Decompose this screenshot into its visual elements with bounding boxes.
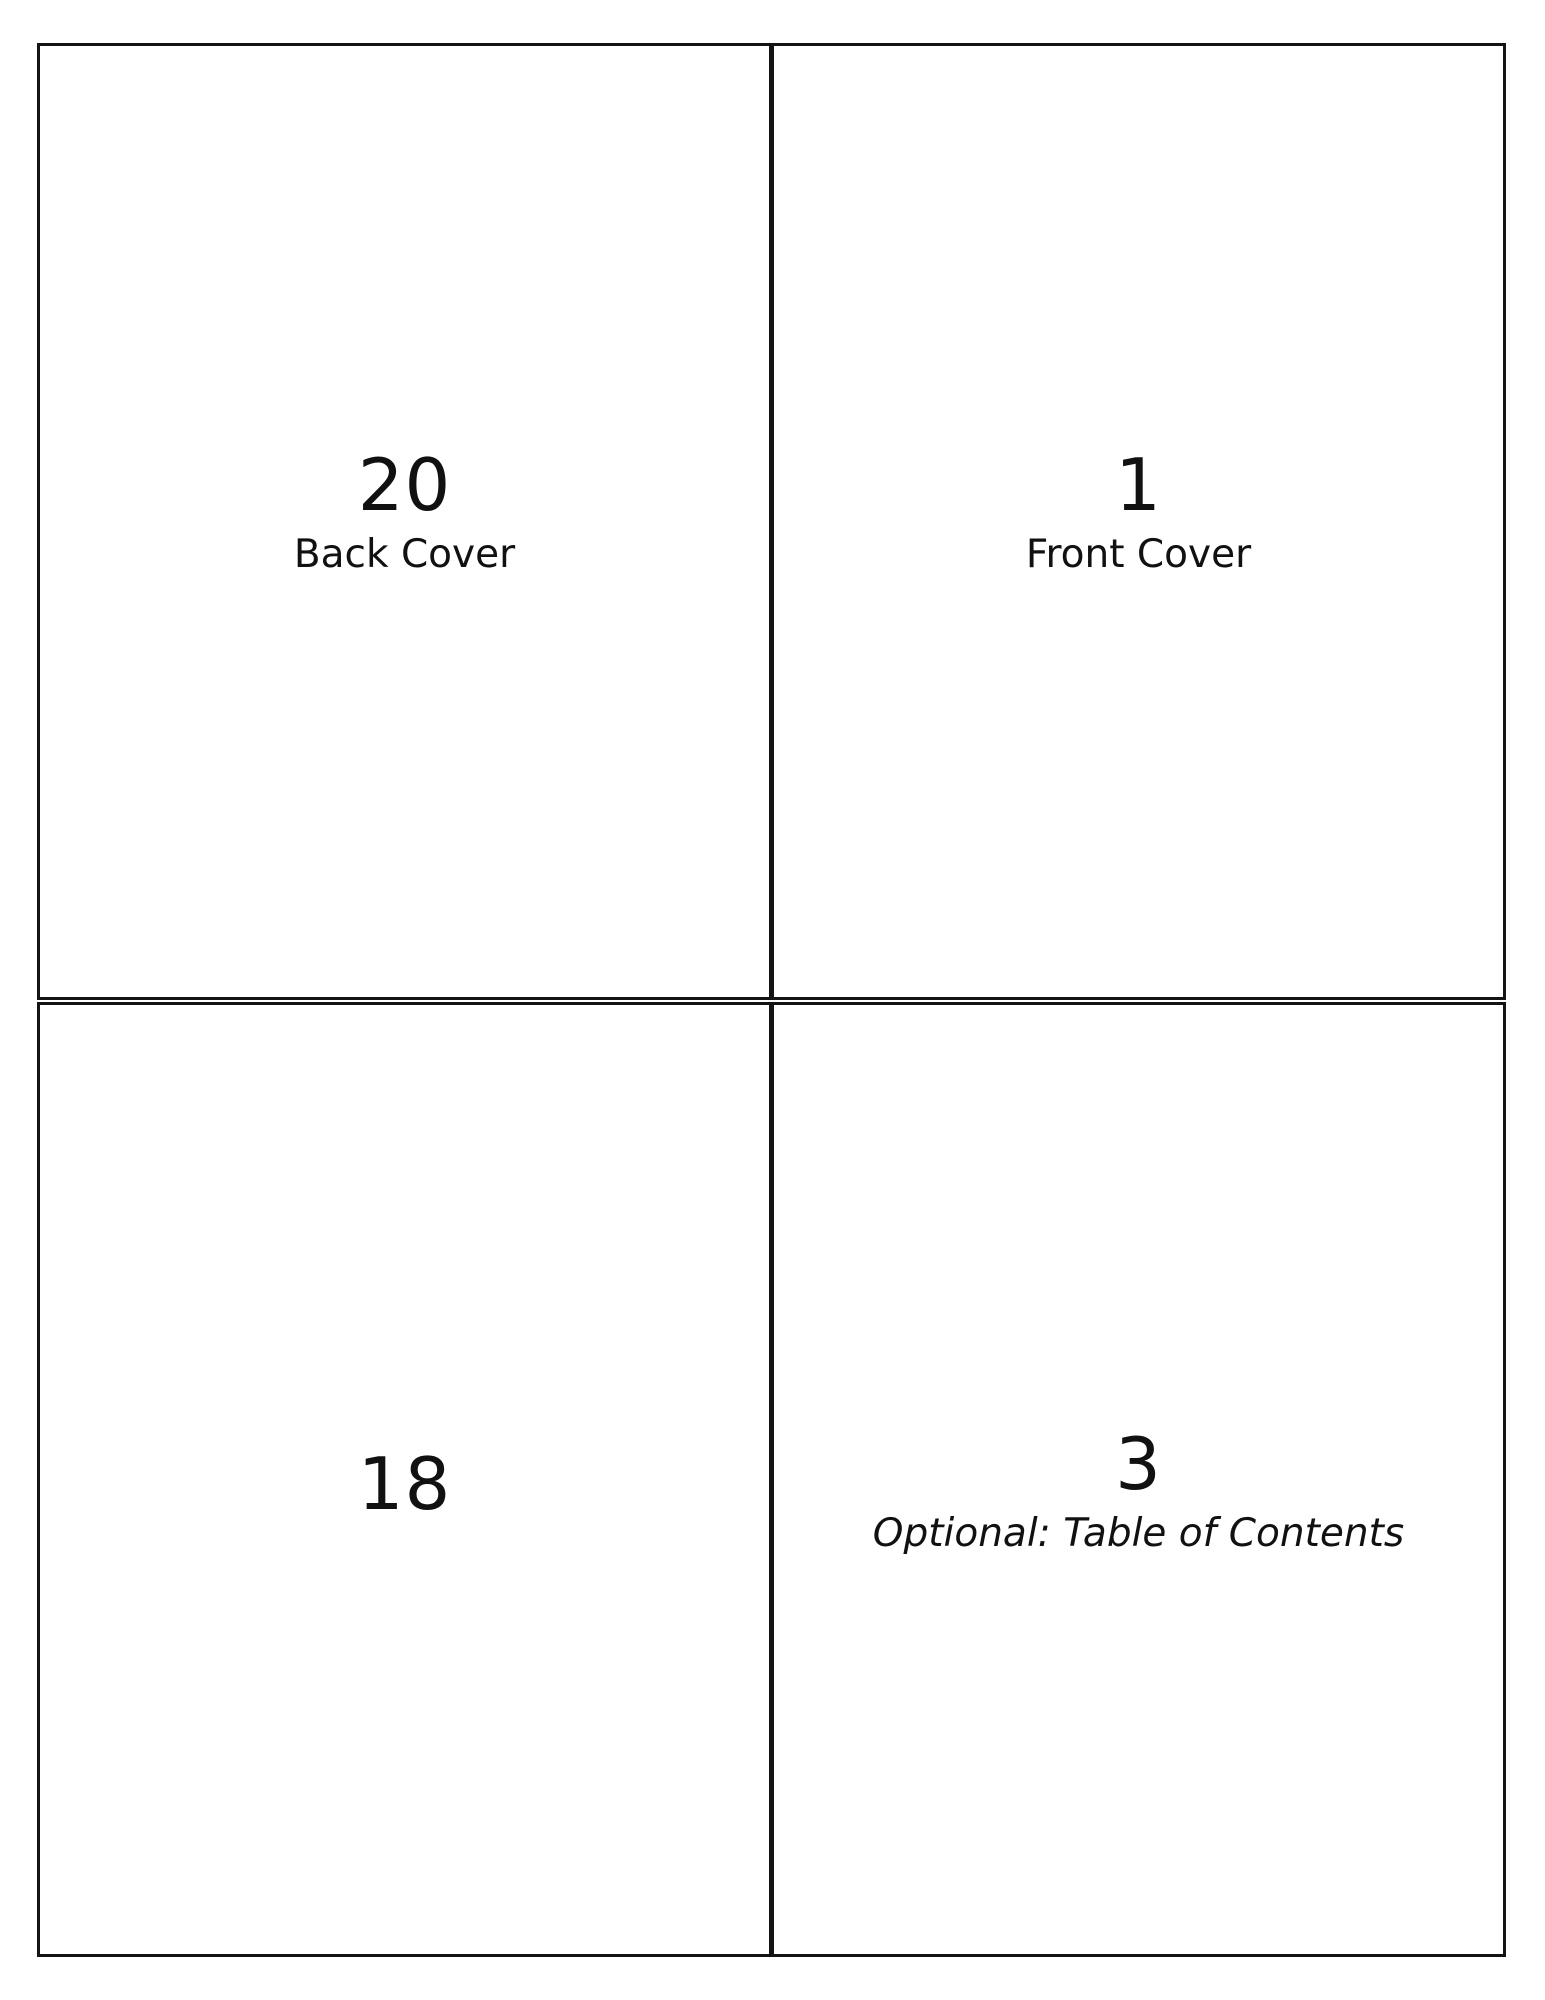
- page-label: Back Cover: [293, 532, 516, 577]
- panel-page-18: [37, 1002, 772, 1957]
- page-label: Optional: Table of Contents: [872, 1511, 1405, 1556]
- page-number: 20: [357, 443, 452, 527]
- panel-front-cover: [771, 43, 1506, 1000]
- panel-back-cover: [37, 43, 772, 1000]
- panel-page-18-content: [40, 1442, 769, 1531]
- panel-back-cover-content: [40, 443, 769, 578]
- page-number: 18: [357, 1442, 452, 1526]
- panel-front-cover-content: [774, 443, 1503, 578]
- panel-table-of-contents: [771, 1002, 1506, 1957]
- page-number: 1: [1115, 443, 1162, 527]
- panel-table-of-contents-content: [774, 1422, 1503, 1557]
- page-label: Front Cover: [1025, 532, 1252, 577]
- page-number: 3: [1115, 1422, 1162, 1506]
